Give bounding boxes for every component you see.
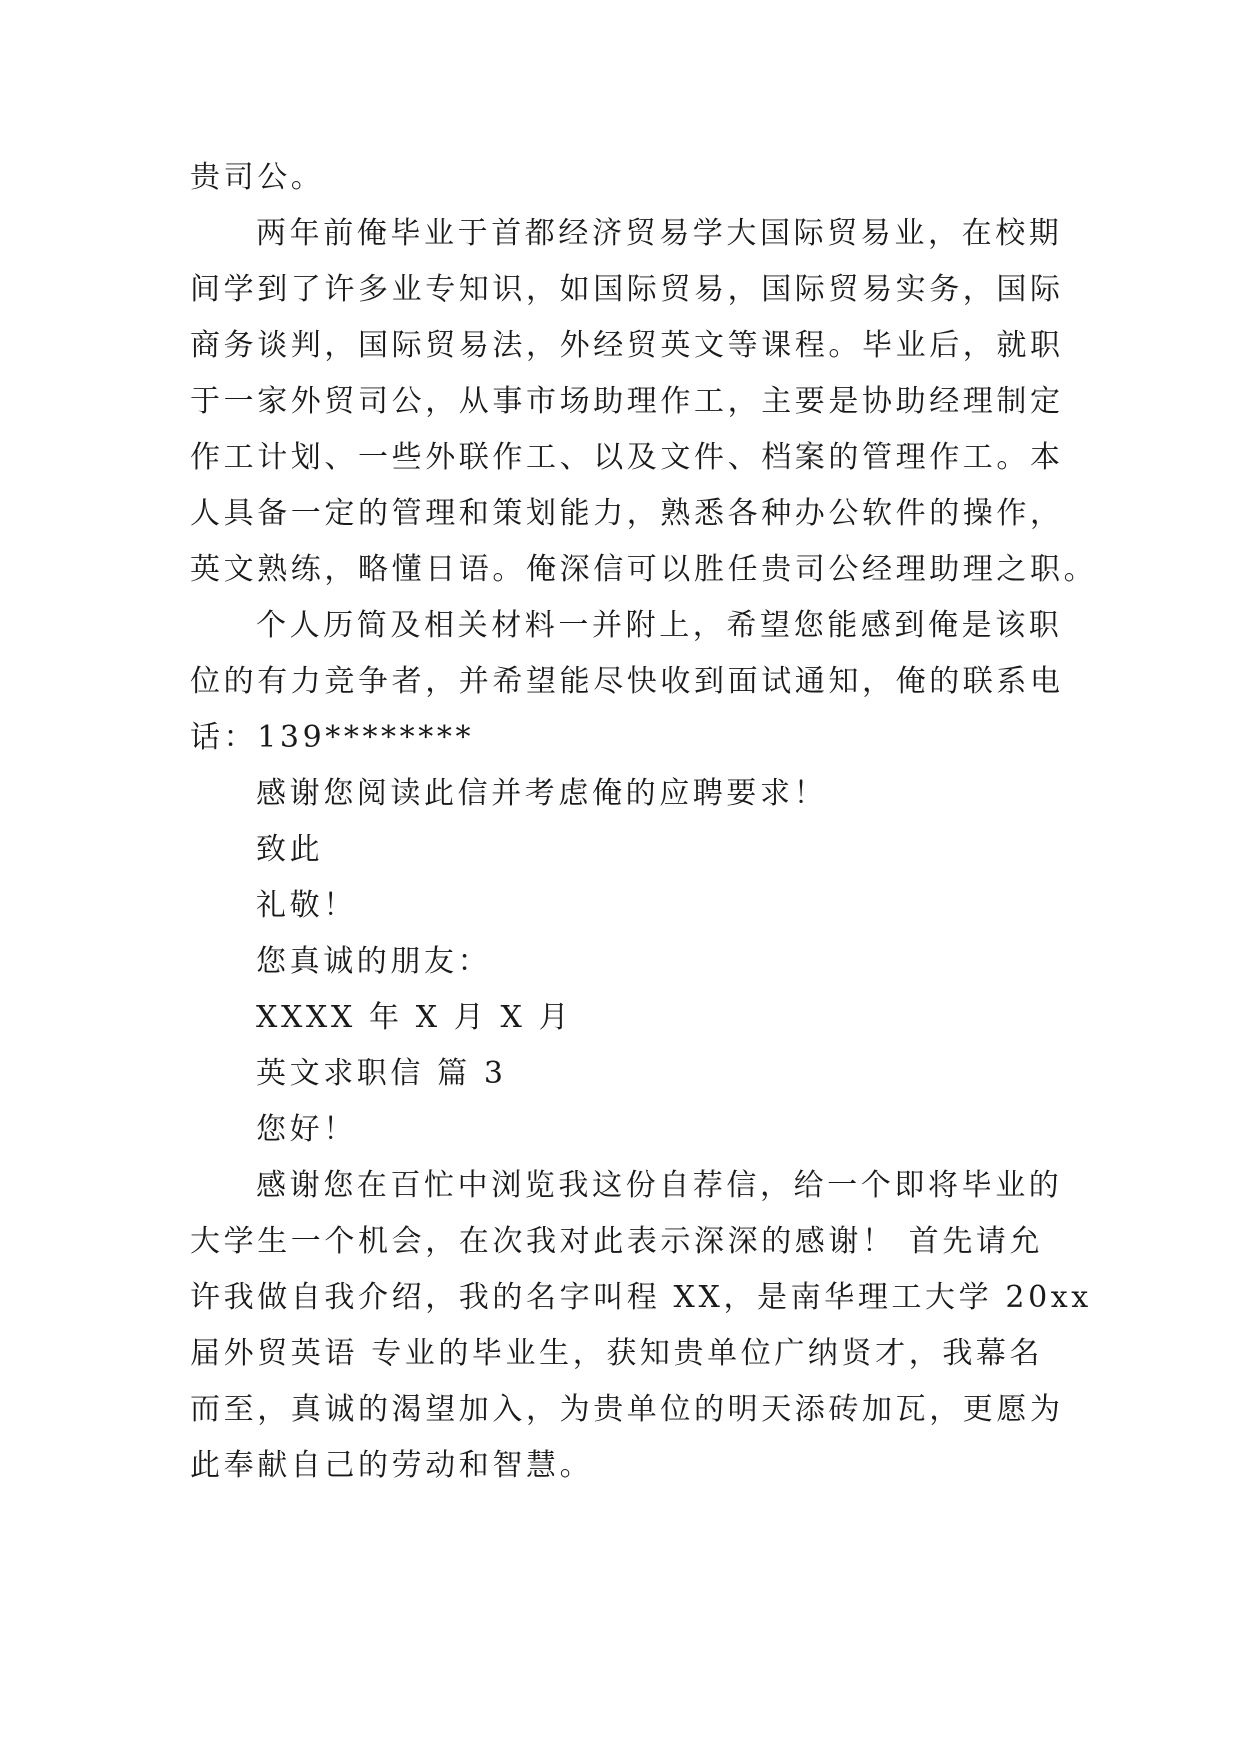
text-line: 英文熟练，略懂日语。俺深信可以胜任贵司公经理助理之职。: [190, 552, 1098, 587]
paragraph-start: 感谢您在百忙中浏览我这份自荐信，给一个即将毕业的: [256, 1168, 1063, 1203]
text-line: 作工计划、一些外联作工、以及文件、档案的管理作工。本: [190, 440, 1064, 475]
signature-line: 您真诚的朋友：: [256, 944, 492, 979]
text-line: 商务谈判，国际贸易法，外经贸英文等课程。毕业后，就职: [190, 328, 1064, 363]
paragraph-start: 两年前俺毕业于首都经济贸易学大国际贸易业，在校期: [256, 216, 1063, 251]
thanks-line: 感谢您阅读此信并考虑俺的应聘要求！: [256, 776, 828, 811]
text-line: 大学生一个机会，在次我对此表示深深的感谢！ 首先请允: [190, 1224, 1044, 1259]
section-heading: 英文求职信 篇 3: [256, 1056, 507, 1091]
text-line: 此奉献自己的劳动和智慧。: [190, 1448, 594, 1483]
text-line: 于一家外贸司公，从事市场助理作工，主要是协助经理制定: [190, 384, 1064, 419]
date-line: XXXX 年 X 月 X 月: [256, 1000, 573, 1035]
text-line: 人具备一定的管理和策划能力，熟悉各种办公软件的操作，: [190, 496, 1064, 531]
greeting-line: 您好！: [256, 1112, 357, 1147]
text-line: 届外贸英语 专业的毕业生，获知贵单位广纳贤才，我幕名: [190, 1336, 1044, 1371]
salute-line: 礼敬！: [256, 888, 357, 923]
text-line: 而至，真诚的渴望加入，为贵单位的明天添砖加瓦，更愿为: [190, 1392, 1064, 1427]
text-line: 贵司公。: [190, 160, 325, 195]
text-line: 位的有力竞争者，并希望能尽快收到面试通知，俺的联系电: [190, 664, 1064, 699]
text-line: 许我做自我介绍，我的名字叫程 XX，是南华理工大学 20xx: [190, 1280, 1092, 1315]
closing-line: 致此: [256, 832, 324, 867]
text-line: 间学到了许多业专知识，如国际贸易，国际贸易实务，国际: [190, 272, 1064, 307]
phone-line: 话：139********: [190, 720, 475, 755]
paragraph-start: 个人历简及相关材料一并附上，希望您能感到俺是该职: [256, 608, 1063, 643]
